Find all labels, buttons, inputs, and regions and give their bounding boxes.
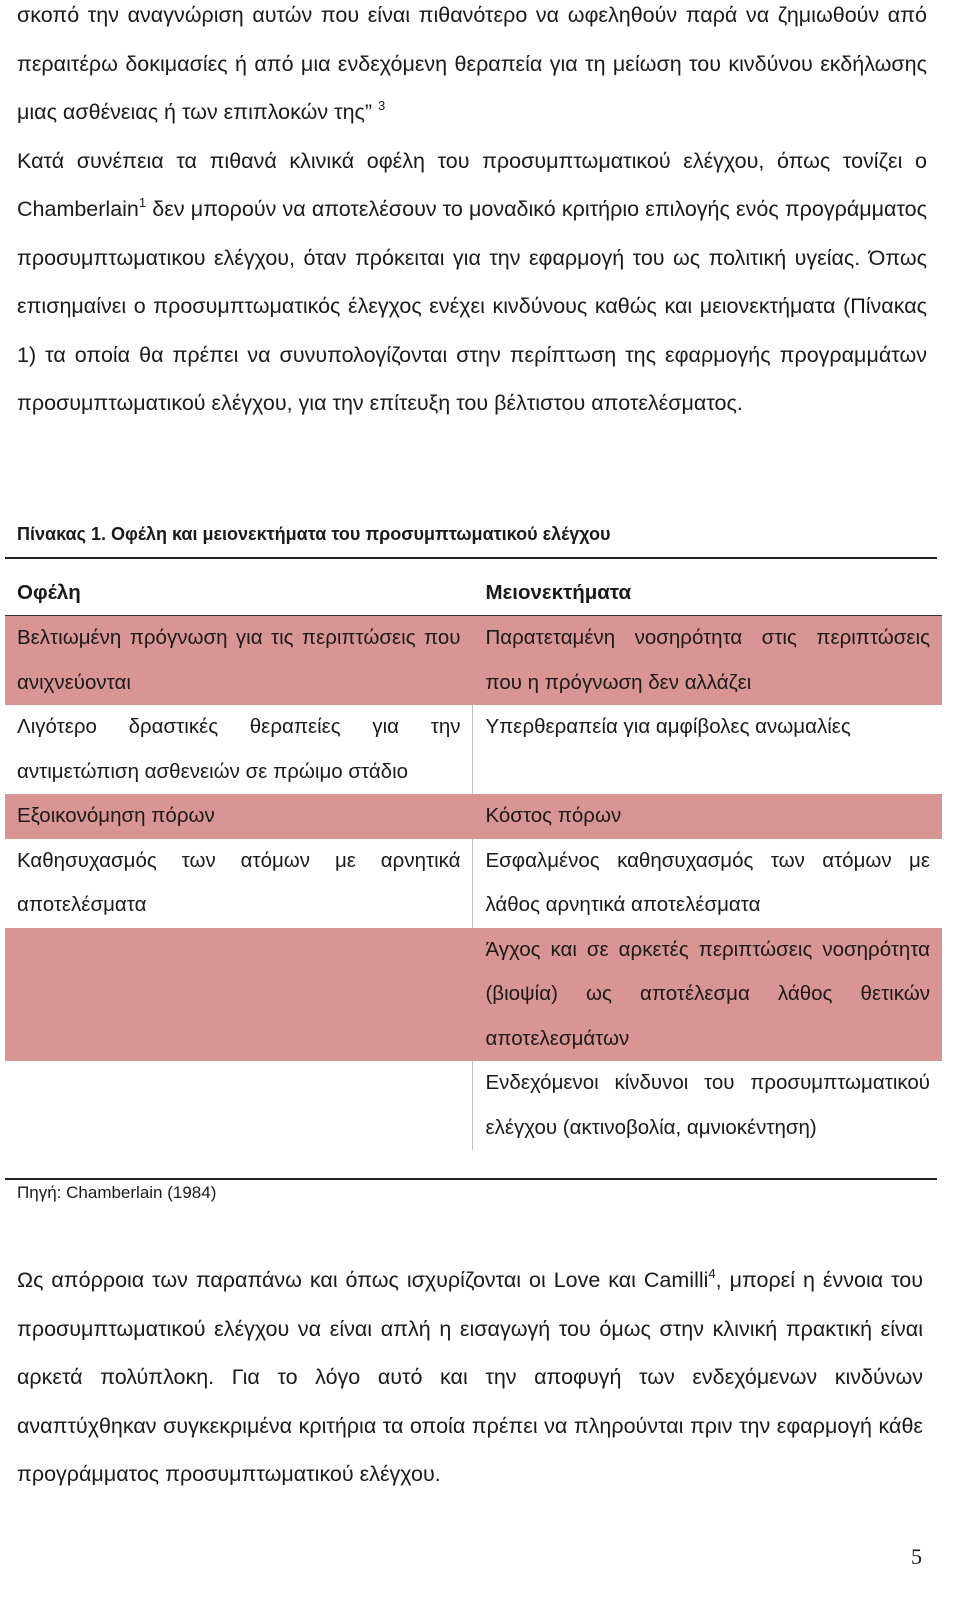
table-bottom-rule	[5, 1178, 937, 1180]
paragraph-1	[17, 0, 927, 428]
table-cell: Ενδεχόμενοι κίνδυνοι του προσυμπτωματικού ελέγχου (ακτινοβολία, αμνιοκέντηση)	[473, 1061, 942, 1150]
table-row	[5, 616, 942, 706]
footnote-ref-3: 3	[378, 98, 386, 113]
table-row	[5, 794, 942, 839]
table-cell: Λιγότερο δραστικές θεραπείες για την αντιμετώπιση ασθενειών σε πρώιμο στάδιο	[17, 715, 461, 783]
table-cell	[5, 1061, 473, 1150]
page-number: 5	[911, 1544, 922, 1569]
table-row	[5, 705, 942, 794]
paragraph-2	[17, 1256, 923, 1499]
table-cell: Βελτιωμένη πρόγνωση για τις περιπτώσεις που ανιχνεύονται	[5, 616, 473, 706]
header-benefits: Οφέλη	[5, 571, 473, 616]
paragraph-1-text-a: σκοπό την αναγνώριση αυτών που είναι πιθανότερο να ωφεληθούν παρά να ζημιωθούν από περαιτέρω δοκιμασίες ή από μια ενδεχόμενη θεραπεία για τη μείωση του κινδύνου εκδήλωσης μιας ασθένειας ή των επιπλοκών της”	[17, 3, 927, 124]
paragraph-1-text-c: δεν μπορούν να αποτελέσουν το μοναδικό κριτήριο επιλογής ενός προγράμματος προσυμπτωματικου ελέγχου, όταν πρόκειται για την εφαρμογή του ως πολιτική υγείας. Όπως επισημαίνει ο προσυμπτωματικός έλεγχος ενέχει κινδύνους καθώς και μειονεκτήματα (Πίνακας 1) τα οποία θα πρέπει να συνυπολογίζονται στην περίπτωση της εφαρμογής προγραμμάτων προσυμπτωματικού ελέγχου, για την επίτευξη του βέλτιστου αποτελέσματος.	[17, 197, 927, 415]
table-cell: Κόστος πόρων	[473, 794, 942, 839]
footnote-ref-1: 1	[138, 195, 147, 210]
benefits-drawbacks-table	[5, 571, 942, 1150]
table-top-rule	[5, 557, 937, 559]
table-row	[5, 1061, 942, 1150]
table-cell: Υπερθεραπεία για αμφίβολες ανωμαλίες	[473, 705, 942, 794]
table-cell: Εσφαλμένος καθησυχασμός των ατόμων με λάθος αρνητικά αποτελέσματα	[473, 839, 942, 928]
table-cell: Παρατεταμένη νοσηρότητα στις περιπτώσεις που η πρόγνωση δεν αλλάζει	[473, 616, 942, 706]
table-row	[5, 928, 942, 1062]
page-body	[17, 0, 927, 428]
paragraph-1-text-b: Κατά συνέπεια τα πιθανά κλινικά οφέλη του προσυμπτωματικού ελέγχου, όπως τονίζει ο Chamberlain	[17, 148, 927, 221]
table-cell: Καθησυχασμός των ατόμων με αρνητικά αποτελέσματα	[17, 848, 461, 916]
table-source: Πηγή: Chamberlain (1984)	[17, 1183, 217, 1202]
table-cell: Εξοικονόμηση πόρων	[5, 794, 473, 839]
table-cell	[5, 928, 473, 1062]
footnote-ref-4: 4	[708, 1266, 716, 1281]
table-header-row	[5, 571, 942, 616]
paragraph-2-text-b: , μπορεί η έννοια του προσυμπτωματικού ελέγχου να είναι απλή η εισαγωγή του όμως στην κλινική πρακτική είναι αρκετά πολύπλοκη. Για το λόγο αυτό και την αποφυγή των ενδεχόμενων κινδύνων αναπτύχθηκαν συγκεκριμένα κριτήρια τα οποία πρέπει να πληρούνται πριν την εφαρμογή κάθε προγράμματος προσυμπτωματικού ελέγχου.	[17, 1268, 923, 1486]
table-cell: Άγχος και σε αρκετές περιπτώσεις νοσηρότητα (βιοψία) ως αποτέλεσμα λάθος θετικών αποτελεσμάτων	[473, 928, 942, 1062]
paragraph-2-text-a: Ως απόρροια των παραπάνω και όπως ισχυρίζονται οι Love και Camilli	[17, 1268, 709, 1292]
table-caption: Πίνακας 1. Οφέλη και μειονεκτήματα του προσυμπτωματικού ελέγχου	[17, 524, 611, 544]
table-row	[5, 839, 942, 928]
header-drawbacks: Μειονεκτήματα	[473, 571, 942, 616]
